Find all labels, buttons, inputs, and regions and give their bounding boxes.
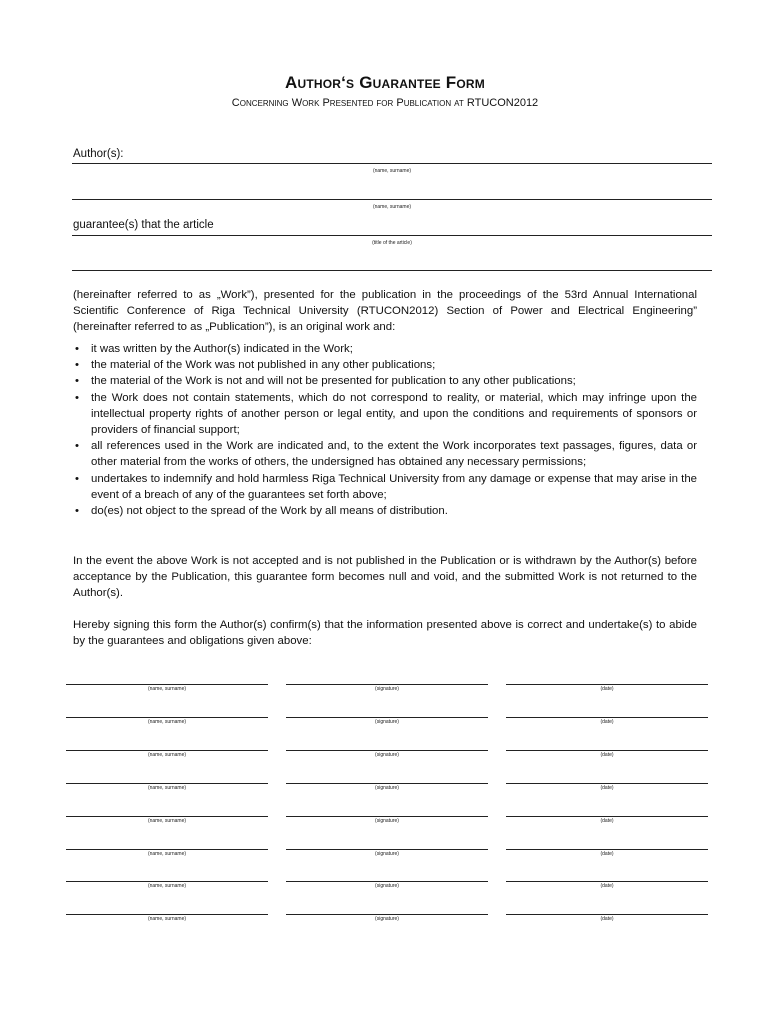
- date-hint: (date): [600, 752, 614, 758]
- list-item: • the material of the Work is not and will not be presented for publication to any other publications;: [73, 373, 697, 389]
- date-hint: (date): [600, 916, 614, 922]
- name-line[interactable]: [66, 881, 268, 882]
- date-line[interactable]: [506, 816, 708, 817]
- date-hint: (date): [600, 719, 614, 725]
- name-line[interactable]: [66, 914, 268, 915]
- event-paragraph: In the event the above Work is not accepted and is not published in the Publication or is withdrawn by the Author(s) before acceptance by the Publication, this guarantee form becomes null and void, and the submitted Work is not returned to the Author(s).: [73, 555, 697, 600]
- date-line[interactable]: [506, 717, 708, 718]
- name-line[interactable]: [66, 849, 268, 850]
- name-hint: (name, surname): [147, 818, 187, 824]
- guarantee-label: guarantee(s) that the article: [73, 219, 214, 231]
- name-hint: (name, surname): [147, 752, 187, 758]
- date-hint: (date): [600, 851, 614, 857]
- signature-line[interactable]: [286, 783, 488, 784]
- authors-label: Author(s):: [73, 148, 124, 160]
- list-item: • undertakes to indemnify and hold harmless Riga Technical University from any damage or expense that may arise in the event of a breach of any of the guarantees set forth above;: [73, 471, 697, 503]
- list-item: • the Work does not contain statements, which do not correspond to reality, or material, which may infringe upon the intellectual property rights of another person or legal entity, and upon the conditions and requirements of sponsors or providers of financial support;: [73, 390, 697, 439]
- confirm-paragraph: Hereby signing this form the Author(s) confirm(s) that the information presented above is correct and undertake(s) to abide by the guarantees and obligations given above:: [73, 619, 697, 648]
- signature-hint: (signature): [375, 916, 399, 922]
- date-line[interactable]: [506, 881, 708, 882]
- list-item: • all references used in the Work are indicated and, to the extent the Work incorporates text passages, figures, data or other material from the works of others, the undersigned has obtained any necessary permissions;: [73, 438, 697, 470]
- author-line-2[interactable]: [72, 199, 712, 200]
- date-line[interactable]: [506, 849, 708, 850]
- list-item: • the material of the Work was not published in any other publications;: [73, 357, 697, 373]
- name-line[interactable]: [66, 816, 268, 817]
- date-line[interactable]: [506, 750, 708, 751]
- article-line-2[interactable]: [72, 270, 712, 271]
- name-line[interactable]: [66, 750, 268, 751]
- intro-paragraph: (hereinafter referred to as „Work”), presented for the publication in the proceedings of the 53rd Annual International Scientific Conference of Riga Technical University (RTUCON2012) Section of Power and Electrical Engineering” (hereinafter referred to as „Publication”), is an original work and:: [73, 289, 697, 334]
- signature-line[interactable]: [286, 717, 488, 718]
- guarantee-list: [73, 341, 697, 519]
- signature-line[interactable]: [286, 684, 488, 685]
- author-hint-2: (name, surname): [372, 204, 412, 210]
- list-item: • it was written by the Author(s) indicated in the Work;: [73, 341, 697, 357]
- form-title: Author‘s Guarantee Form: [285, 73, 485, 92]
- name-hint: (name, surname): [147, 686, 187, 692]
- form-subtitle: Concerning Work Presented for Publication at RTUCON2012: [231, 97, 539, 109]
- signature-hint: (signature): [375, 719, 399, 725]
- signature-hint: (signature): [375, 851, 399, 857]
- signature-line[interactable]: [286, 914, 488, 915]
- date-line[interactable]: [506, 684, 708, 685]
- name-line[interactable]: [66, 717, 268, 718]
- list-item: • do(es) not object to the spread of the Work by all means of distribution.: [73, 503, 697, 519]
- article-line-1[interactable]: [72, 235, 712, 236]
- article-hint: (title of the article): [372, 240, 412, 246]
- name-hint: (name, surname): [147, 883, 187, 889]
- author-hint-1: (name, surname): [372, 168, 412, 174]
- date-line[interactable]: [506, 783, 708, 784]
- signature-line[interactable]: [286, 750, 488, 751]
- date-hint: (date): [600, 785, 614, 791]
- date-hint: (date): [600, 686, 614, 692]
- signature-line[interactable]: [286, 881, 488, 882]
- signature-hint: (signature): [375, 818, 399, 824]
- signature-hint: (signature): [375, 883, 399, 889]
- date-hint: (date): [600, 883, 614, 889]
- signature-hint: (signature): [375, 752, 399, 758]
- name-hint: (name, surname): [147, 916, 187, 922]
- signature-hint: (signature): [375, 785, 399, 791]
- signature-line[interactable]: [286, 816, 488, 817]
- signature-hint: (signature): [375, 686, 399, 692]
- date-line[interactable]: [506, 914, 708, 915]
- name-line[interactable]: [66, 684, 268, 685]
- author-line-1[interactable]: [72, 163, 712, 164]
- name-hint: (name, surname): [147, 785, 187, 791]
- name-line[interactable]: [66, 783, 268, 784]
- name-hint: (name, surname): [147, 851, 187, 857]
- name-hint: (name, surname): [147, 719, 187, 725]
- date-hint: (date): [600, 818, 614, 824]
- signature-line[interactable]: [286, 849, 488, 850]
